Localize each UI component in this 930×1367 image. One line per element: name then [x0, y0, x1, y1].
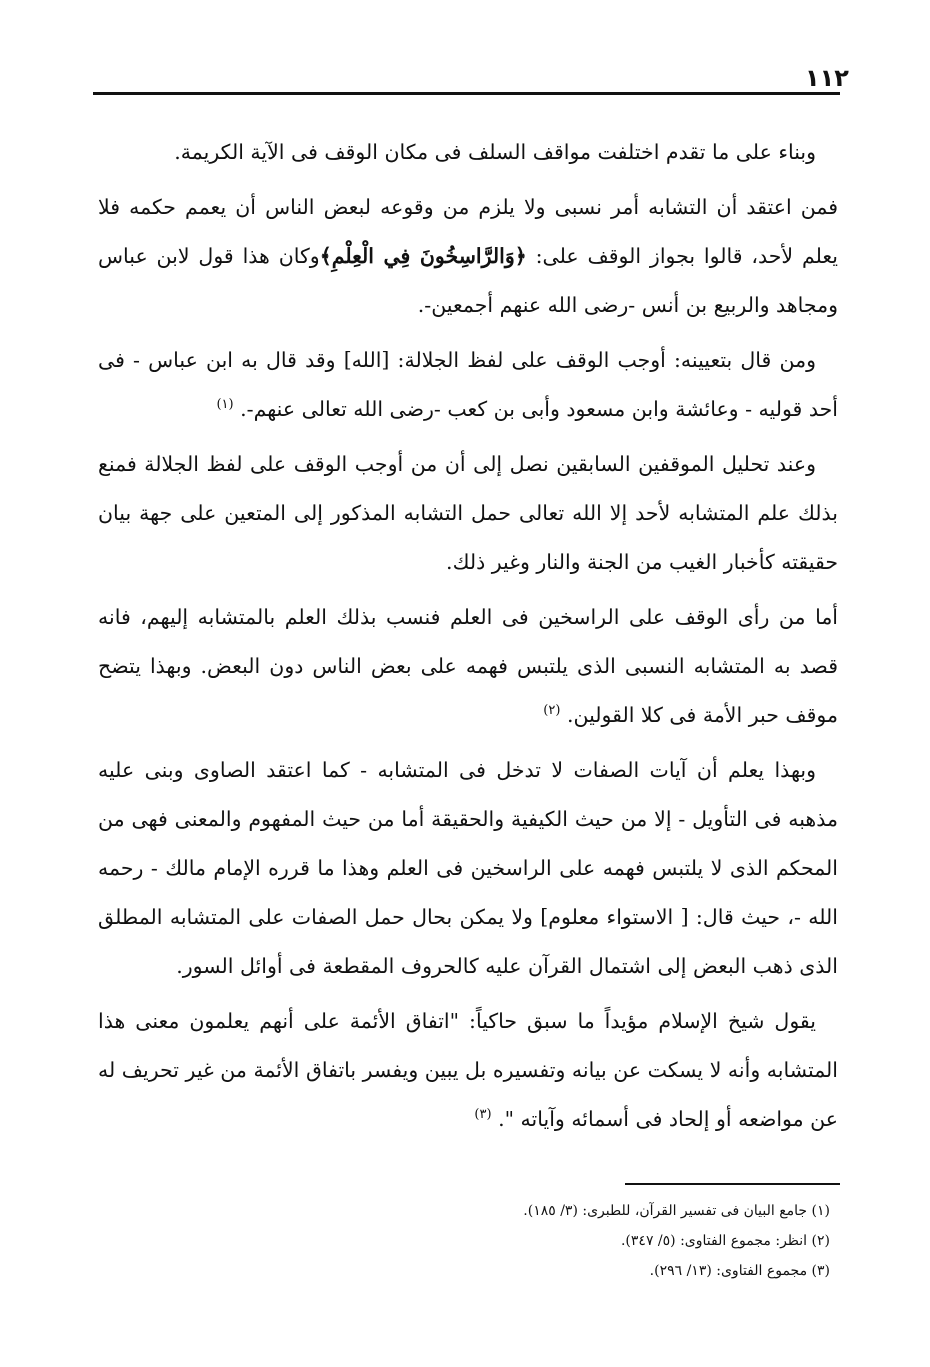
footnote-1: (١) جامع البيان فى تفسير القرآن، للطبرى: (٣/ ١٨٥). [523, 1203, 830, 1219]
paragraph-1-text: وبناء على ما تقدم اختلفت مواقف السلف فى مكان الوقف فى الآية الكريمة. [174, 140, 816, 164]
paragraph-4-text: وعند تحليل الموقفين السابقين نصل إلى أن من أوجب الوقف على لفظ الجلالة فمنع بذلك علم المتشابه لأحد إلا الله تعالى حمل التشابه المذكور إلى المتعين على جهة بيان حقيقته كأخبار الغيب من الجنة والنار وغير ذلك. [98, 452, 838, 574]
paragraph-2-text-start: فمن اعتقد أن التشابه أمر نسبى ولا يلزم من وقوعه لبعض الناس أن يعمم حكمه فلا يعلم لأحد، قالوا بجواز الوقف على: [98, 195, 838, 268]
paragraph-6-text: وبهذا يعلم أن آيات الصفات لا تدخل فى المتشابه - كما اعتقد الصاوى وبنى عليه مذهبه فى التأويل - إلا من حيث الكيفية والحقيقة أما من حيث المفهوم والمعنى فهى من المحكم الذى لا يلتبس فهمه على الراسخين فى العلم وهذا ما قرره الإمام مالك - رحمه الله -، حيث قال: [ الاستواء معلوم] ولا يمكن بحال حمل الصفات على المتشابه المطلق الذى ذهب البعض إلى اشتمال القرآن عليه كالحروف المقطعة فى أوائل السور. [98, 758, 838, 978]
paragraph-1 [98, 128, 838, 177]
footnote-3: (٣) مجموع الفتاوى: (١٣/ ٢٩٦). [649, 1263, 830, 1279]
paragraph-6 [98, 746, 838, 991]
paragraph-7 [98, 997, 838, 1144]
paragraph-5 [98, 593, 838, 740]
paragraph-3-text: ومن قال بتعيينه: أوجب الوقف على لفظ الجلالة: [الله] وقد قال به ابن عباس - فى أحد قوليه - وعائشة وابن مسعود وأبى بن كعب -رضى الله تعالى عنهم-. [98, 348, 838, 421]
footnote-ref-1: (١) [216, 397, 234, 413]
paragraph-5-text: أما من رأى الوقف على الراسخين فى العلم فنسب بذلك العلم بالمتشابه إليهم، فانه قصد به المتشابه النسبى الذى يلتبس فهمه على بعض الناس دون البعض. وبهذا يتضح موقف حبر الأمة فى كلا القولين. [98, 605, 838, 727]
footnote-ref-2: (٢) [543, 703, 561, 719]
paragraph-7-text: يقول شيخ الإسلام مؤيداً ما سبق حاكياً: "اتفاق الأئمة على أنهم يعلمون معنى هذا المتشابه وأنه لا يسكت عن بيانه وتفسيره بل يبين ويفسر باتفاق الأئمة من غير تحريف له عن مواضعه أو إلحاد فى أسمائه وآياته ". [98, 1009, 838, 1131]
footnotes [400, 1196, 830, 1286]
footnote-2: (٢) انظر: مجموع الفتاوى: (٥/ ٣٤٧). [620, 1233, 830, 1249]
quran-verse: ﴿وَالرَّاسِخُونَ فِي الْعِلْمِ﴾ [319, 244, 527, 268]
paragraph-4 [98, 440, 838, 587]
footnote-ref-3: (٣) [474, 1107, 492, 1123]
main-text [98, 128, 838, 1150]
paragraph-2 [98, 183, 838, 330]
paragraph-2-text-end: وكان هذا قول لابن عباس ومجاهد والربيع بن أنس -رضى الله عنهم أجمعين-. [98, 244, 838, 317]
paragraph-3 [98, 336, 838, 434]
footnote-rule [625, 1183, 840, 1185]
header-rule [93, 92, 840, 95]
page-number: ١١٢ [805, 64, 849, 92]
